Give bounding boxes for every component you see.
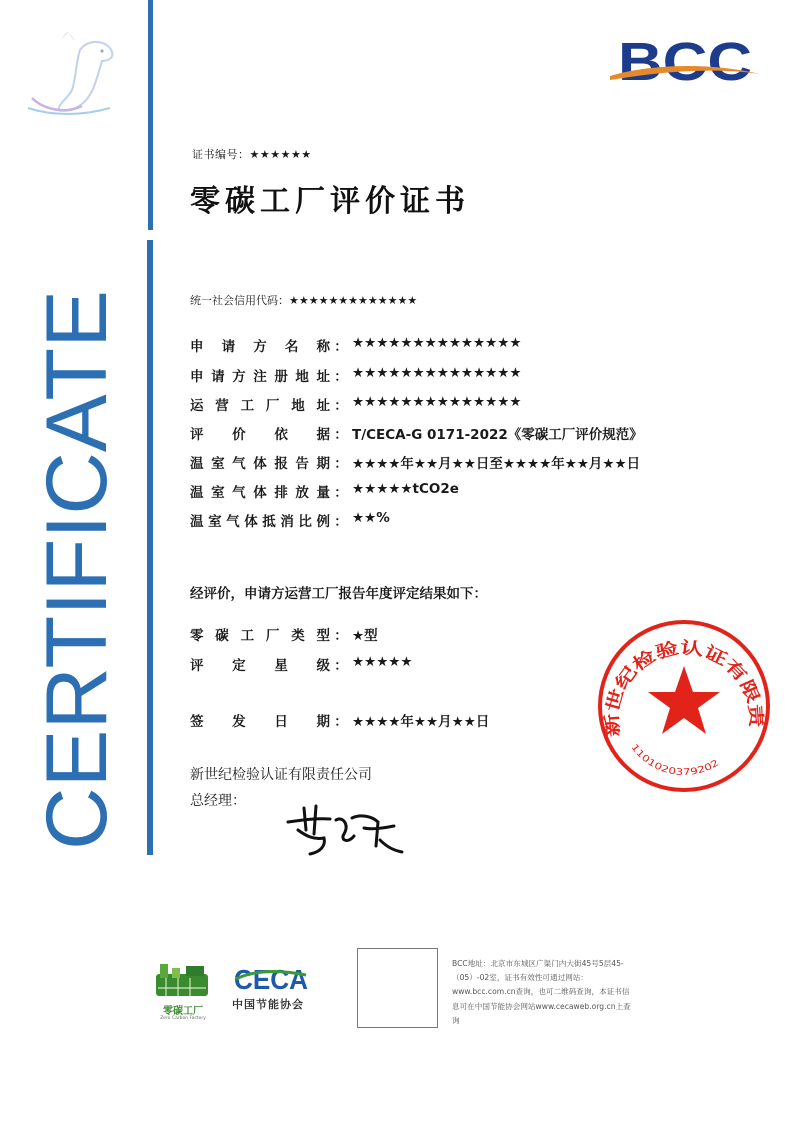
side-accent-bar	[147, 240, 153, 855]
bcc-logo	[610, 28, 760, 92]
emission-label: 温 室 气 体 排 放 量	[190, 485, 330, 501]
applicant-address-row: 申 请 方 注 册 地 址 ： ★★★★★★★★★★★★★★	[190, 365, 522, 385]
issuer-company: 新世纪检验认证有限责任公司	[190, 767, 372, 783]
footer-address	[452, 957, 657, 1028]
general-manager-label: 总经理：	[190, 793, 246, 809]
footer-line: BCC地址：北京市东城区广渠门内大街45号5层45-	[452, 959, 624, 968]
offset-ratio-label: 温 室 气 体 抵 消 比 例	[190, 514, 330, 530]
svg-text:CECA: CECA	[234, 964, 308, 995]
footer-line: 询	[452, 1015, 460, 1025]
applicant-name-label: 申 请 方 名 称	[190, 339, 330, 355]
evaluation-basis-label: 评 价 依 据	[190, 427, 330, 443]
ceca-logo	[232, 963, 312, 993]
credit-code: 统一社会信用代码：★★★★★★★★★★★★★	[190, 294, 418, 307]
applicant-address-value: ★★★★★★★★★★★★★★	[352, 365, 522, 381]
footer-line: （05）-02室，证书有效性可通过网站：	[452, 973, 588, 983]
factory-address-value: ★★★★★★★★★★★★★★	[352, 394, 522, 410]
zero-carbon-factory-en: Zero Carbon Factory	[160, 1016, 206, 1021]
emission-value: ★★★★★tCO2e	[352, 481, 459, 497]
qr-code-placeholder	[357, 948, 438, 1028]
offset-ratio-value: ★★%	[352, 510, 390, 526]
report-period-value: ★★★★年★★月★★日至★★★★年★★月★★日	[352, 456, 641, 472]
report-period-label: 温 室 气 体 报 告 期	[190, 456, 330, 472]
star-rating-label: 评 定 星 级	[190, 658, 330, 674]
issue-date-row: 签 发 日 期 ： ★★★★年★★月★★日	[190, 710, 489, 730]
side-accent-bar-top	[148, 0, 153, 230]
factory-address-row: 运 营 工 厂 地 址 ： ★★★★★★★★★★★★★★	[190, 394, 522, 414]
svg-text:CERTIFICATE: CERTIFICATE	[29, 294, 125, 850]
factory-type-label: 零 碳 工 厂 类 型	[190, 628, 330, 644]
report-period-row: 温 室 气 体 报 告 期 ： ★★★★年★★月★★日至★★★★年★★月★★日	[190, 452, 640, 472]
factory-type-row: 零 碳 工 厂 类 型 ： ★型	[190, 624, 378, 644]
evaluation-basis-row: 评 价 依 据 ： T/CECA-G 0171-2022《零碳工厂评价规范》	[190, 423, 643, 443]
zero-carbon-factory-label: 零碳工厂	[163, 1006, 203, 1017]
page-title: 零碳工厂评价证书	[190, 184, 470, 219]
svg-text:BCC: BCC	[618, 32, 752, 92]
ceca-name: 中国节能协会	[232, 998, 304, 1011]
evaluation-intro: 经评价，申请方运营工厂报告年度评定结果如下：	[190, 586, 487, 602]
svg-text:新世纪检验认证有限责任公司: 新世纪检验认证有限责	[602, 638, 766, 738]
certificate-number: 证书编号：★★★★★★	[192, 148, 312, 161]
svg-text:1101020379202: 1101020379202	[628, 742, 720, 779]
vertical-certificate-word	[29, 240, 125, 860]
applicant-name-row: 申 请 方 名 称 ： ★★★★★★★★★★★★★★	[190, 335, 522, 355]
star-rating-value: ★★★★★	[352, 654, 413, 670]
issue-date-label: 签 发 日 期	[190, 714, 330, 730]
evaluation-basis-value: T/CECA-G 0171-2022《零碳工厂评价规范》	[352, 427, 643, 443]
red-company-seal	[596, 618, 772, 794]
issue-date-value: ★★★★年★★月★★日	[352, 714, 490, 730]
applicant-name-value: ★★★★★★★★★★★★★★	[352, 335, 522, 351]
emission-row: 温 室 气 体 排 放 量 ： ★★★★★tCO2e	[190, 481, 459, 501]
applicant-address-label: 申 请 方 注 册 地 址	[190, 369, 330, 385]
footer-line: 息可在中国节能协会网站www.cecaweb.org.cn上查	[452, 1001, 631, 1011]
footer-line: www.bcc.com.cn查询，也可二维码查询，本证书信	[452, 987, 630, 997]
offset-ratio-row: 温 室 气 体 抵 消 比 例 ： ★★%	[190, 510, 390, 530]
factory-type-value: ★型	[352, 628, 378, 644]
beaver-watermark-icon	[22, 28, 122, 123]
handwritten-signature	[280, 800, 410, 860]
star-rating-row: 评 定 星 级 ： ★★★★★	[190, 654, 413, 674]
factory-address-label: 运 营 工 厂 地 址	[190, 398, 330, 414]
